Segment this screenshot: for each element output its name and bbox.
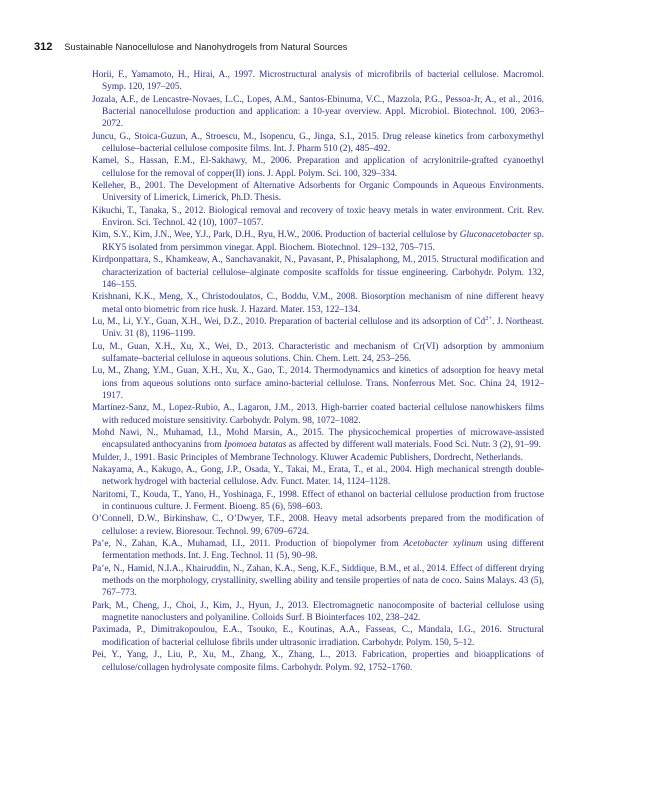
reference-text: Kelleher, B., 2001. The Development of Alternative Adsorbents for Organic Compounds in Aqueous Environments. University of Limerick, Limerick, Ph.D. Thesis. bbox=[92, 181, 544, 204]
reference-text: Kikuchi, T., Tanaka, S., 2012. Biological removal and recovery of toxic heavy metals in water environment. Crit. Rev. Environ. Sci. Technol. 42 (10), 1007–1057. bbox=[92, 205, 544, 229]
running-head bbox=[34, 41, 347, 55]
reference-entry bbox=[92, 229, 544, 254]
reference-entry bbox=[92, 513, 544, 538]
reference-entry bbox=[92, 402, 544, 427]
reference-text: Jozala, A.F., de Lencastre-Novaes, L.C., Lopes, A.M., Santos-Ebinuma, V.C., Mazzola, P.G., Pessoa-Jr, A., et al., 2016. Bacterial nanocellulose production and application: a 10-year overview. Appl. Microbiol. Biotechnol. 100, 2063–2072. bbox=[92, 94, 544, 130]
reference-entry bbox=[92, 489, 544, 514]
species-name: Acetobacter xylinum bbox=[403, 539, 483, 550]
reference-text: Nakayama, A., Kakugo, A., Gong, J.P., Osada, Y., Takai, M., Erata, T., et al., 2004. High mechanical strength double-network hydrogel with bacterial cellulose. Adv. Funct. Mater. 14, 1124–1128. bbox=[92, 465, 544, 488]
reference-text: Krishnani, K.K., Meng, X., Christodoulatos, C., Boddu, V.M., 2008. Biosorption mechanism of nine different heavy metal onto biometric from rice husk. J. Hazard. Mater. 153, 122–134. bbox=[92, 292, 544, 315]
reference-text: Mulder, J., 1991. Basic Principles of Membrane Technology. Kluwer Academic Publishers, Dordrecht, Netherlands. bbox=[92, 452, 523, 463]
reference-entry bbox=[92, 291, 544, 316]
reference-text: Lu, M., Guan, X.H., Xu, X., Wei, D., 2013. Characteristic and mechanism of Cr(VI) adsorption by ammonium sulfamate–bacterial cellulose in aqueous solutions. Chin. Chem. Lett. 24, 253–256. bbox=[92, 341, 544, 364]
reference-entry bbox=[92, 94, 544, 131]
reference-entry bbox=[92, 205, 544, 230]
species-name: Ipomoea batatas bbox=[224, 440, 287, 451]
reference-text: Kamel, S., Hassan, E.M., El-Sakhawy, M., 2006. Preparation and application of acrylonitrile-grafted cyanoethyl cellulose for the removal of copper(II) ions. J. Appl. Polym. Sci. 100, 329–334. bbox=[92, 156, 544, 179]
reference-text: Juncu, G., Stoica-Guzun, A., Stroescu, M., Isopencu, G., Jinga, S.I., 2015. Drug release kinetics from carboxymethyl cellulose–bacterial cellulose composite films. Int. J. Pharm 510 (2), 485–492. bbox=[92, 131, 544, 155]
reference-text: Pei, Y., Yang, J., Liu, P., Xu, M., Zhang, X., Zhang, L., 2013. Fabrication, properties and bioapplications of cellulose/collagen hydrolysate composite films. Carbohydr. Polym. 92, 1752–1760. bbox=[92, 650, 544, 673]
reference-entry bbox=[92, 254, 544, 291]
reference-text: Kim, S.Y., Kim, J.N., Wee, Y.J., Park, D.H., Ryu, H.W., 2006. Production of bacterial cellulose by bbox=[92, 230, 460, 241]
reference-text: Paximada, P., Dimitrakopoulou, E.A., Tsouko, E., Koutinas, A.A., Fasseas, C., Mandala, I.G., 2016. Structural modification of bacterial cellulose fibrils under ultrasonic irradiation. Carbohydr. Polym. 150, 5–12. bbox=[92, 625, 544, 648]
reference-entry bbox=[92, 538, 544, 563]
reference-entry bbox=[92, 180, 544, 205]
reference-entry bbox=[92, 624, 544, 649]
reference-entry bbox=[92, 600, 544, 625]
reference-entry bbox=[92, 341, 544, 366]
reference-entry bbox=[92, 69, 544, 94]
book-title: Sustainable Nanocellulose and Nanohydrogels from Natural Sources bbox=[64, 42, 348, 52]
reference-text: using different fermentation methods. Int. J. Eng. Technol. 11 (5), 90–98. bbox=[102, 539, 544, 562]
reference-entry bbox=[92, 563, 544, 600]
reference-text: sp. RKY5 isolated from persimmon vinegar. Appl. Biochem. Biotechnol. 129–132, 705–715. bbox=[102, 230, 544, 253]
reference-text: . J. Northeast. Univ. 31 (8), 1196–1199. bbox=[102, 316, 544, 340]
reference-text: Lu, M., Li, Y.Y., Guan, X.H., Wei, D.Z., 2010. Preparation of bacterial cellulose and its adsorption of Cd bbox=[92, 316, 486, 327]
reference-entry bbox=[92, 464, 544, 489]
reference-entry bbox=[92, 316, 544, 341]
reference-entry bbox=[92, 131, 544, 156]
reference-text: Mohd Nawi, N., Muhamad, I.I., Mohd Marsin, A., 2015. The physicochemical properties of microwave-assisted encapsulated anthocyanins from bbox=[92, 427, 544, 451]
reference-text: Horii, F., Yamamoto, H., Hirai, A., 1997. Microstructural analysis of microfibrils of bacterial cellulose. Macromol. Symp. 120, 197–205. bbox=[92, 70, 544, 93]
reference-text: Kirdponpattara, S., Khamkeaw, A., Sanchavanakit, N., Pavasant, P., Phisalaphong, M., 2015. Structural modification and characterization of bacterial cellulose–alginate composite scaffolds for tissue engineering. Carbohydr. Polym. 132, 146–155. bbox=[92, 255, 544, 290]
page-number: 312 bbox=[34, 41, 53, 53]
reference-entry bbox=[92, 649, 544, 674]
reference-list bbox=[92, 69, 544, 674]
reference-text: Naritomi, T., Kouda, T., Yano, H., Yoshinaga, F., 1998. Effect of ethanol on bacterial cellulose production from fructose in continuous culture. J. Ferment. Bioeng. 85 (6), 598–603. bbox=[92, 489, 544, 513]
reference-text: Pa’e, N., Zahan, K.A., Muhamad, I.I., 2011. Production of biopolymer from bbox=[92, 539, 404, 550]
species-name: Gluconacetobacter bbox=[459, 230, 532, 241]
reference-entry bbox=[92, 452, 544, 464]
reference-text: O’Connell, D.W., Birkinshaw, C., O’Dwyer, T.F., 2008. Heavy metal adsorbents prepared from the modification of cellulose: a review. Bioresour. Technol. 99, 6709–6724. bbox=[92, 514, 544, 537]
reference-text: as affected by different wall materials. Food Sci. Nutr. 3 (2), 91–99. bbox=[286, 440, 541, 451]
reference-entry bbox=[92, 155, 544, 180]
reference-text: Lu, M., Zhang, Y.M., Guan, X.H., Xu, X., Gao, T., 2014. Thermodynamics and kinetics of adsorption for heavy metal ions from aqueous solutions onto surface amino-bacterial cellulose. Trans. Nonferrous Met. Soc. China 24, 1912–1917. bbox=[92, 366, 544, 401]
reference-entry bbox=[92, 427, 544, 452]
reference-entry bbox=[92, 365, 544, 402]
reference-text: Park, M., Cheng, J., Choi, J., Kim, J., Hyun, J., 2013. Electromagnetic nanocomposite of bacterial cellulose using magnetite nanoclusters and polyaniline. Colloids Surf. B Biointerfaces 102, 238–242. bbox=[92, 600, 544, 624]
reference-text: Martínez-Sanz, M., Lopez-Rubio, A., Lagaron, J.M., 2013. High-barrier coated bacterial cellulose nanowhiskers films with reduced moisture sensitivity. Carbohydr. Polym. 98, 1072–1082. bbox=[92, 403, 544, 426]
ion-charge-superscript: 2+ bbox=[485, 314, 493, 322]
reference-text: Pa’e, N., Hamid, N.I.A., Khairuddin, N., Zahan, K.A., Seng, K.F., Siddique, B.M., et al., 2014. Effect of different drying methods on the morphology, crystallinity, swelling ability and tensile properties of nata de coco. Sains Malays. 43 (5), 767–773. bbox=[92, 563, 544, 599]
